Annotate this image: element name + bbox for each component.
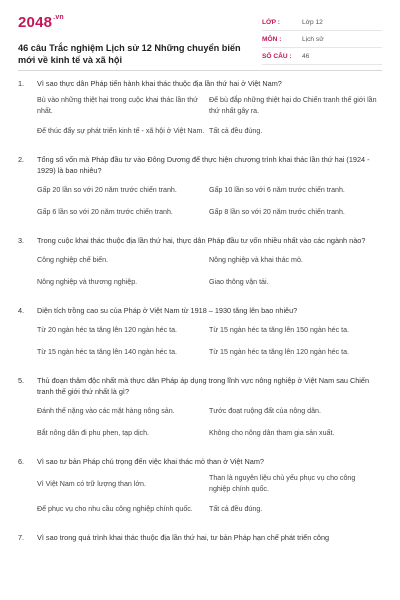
question-number: 2. [18, 155, 25, 164]
answer-option[interactable]: Than là nguyên liệu chủ yếu phục vụ cho công nghiệp chính quốc. [209, 474, 356, 493]
question-item [18, 154, 382, 226]
question-text: Vì sao thực dân Pháp tiến hành khai thác thuộc địa lần thứ hai ở Việt Nam? [37, 79, 282, 88]
answer-option[interactable]: Gấp 6 lần so với 20 năm trước chiến tranh. [37, 207, 173, 216]
answer-option[interactable]: Từ 20 ngàn héc ta tăng lên 120 ngàn héc ta. [37, 325, 178, 334]
answer-options [37, 252, 382, 296]
answer-options [37, 322, 382, 366]
question-number: 5. [18, 376, 25, 385]
answer-option[interactable]: Tất cả đều đúng. [209, 126, 263, 135]
question-number: 7. [18, 533, 25, 542]
answer-option[interactable]: Từ 15 ngàn héc ta tăng lên 120 ngàn héc ta. [209, 347, 350, 356]
answer-options [37, 182, 382, 226]
logo-text: 2048 [18, 14, 53, 31]
question-line [18, 456, 382, 467]
answer-option[interactable]: Nông nghiệp và thương nghiệp. [37, 277, 138, 286]
document-title: 46 câu Trắc nghiệm Lịch sử 12 Những chuyển biến mới về kinh tế và xã hội [18, 43, 241, 65]
site-logo[interactable] [18, 14, 64, 31]
question-item [18, 532, 382, 543]
answer-option[interactable]: Nông nghiệp và khai thác mỏ. [209, 255, 303, 264]
question-text: Vì sao trong quá trình khai thác thuộc địa lần thứ hai, tư bản Pháp hạn chế phát triển công [37, 533, 330, 542]
meta-row-count [262, 48, 382, 65]
answer-option[interactable]: Để thúc đẩy sự phát triển kinh tế - xã hội ở Việt Nam. [37, 126, 205, 135]
question-line [18, 375, 382, 397]
page-header [18, 14, 382, 64]
question-number: 6. [18, 457, 25, 466]
answer-option[interactable]: Gấp 10 lần so với 6 năm trước chiến tranh. [209, 185, 345, 194]
question-line [18, 154, 382, 176]
count-label: SỐ CÂU : [262, 52, 292, 60]
question-line [18, 78, 382, 89]
question-item [18, 235, 382, 296]
subject-value: Lịch sử [302, 35, 324, 43]
question-text: Tổng số vốn mà Pháp đầu tư vào Đông Dương để thực hiện chương trình khai thác lần thứ hai (1924 - 1929) là bao nhiêu? [37, 155, 370, 175]
answer-option[interactable]: Tất cả đều đúng. [209, 504, 263, 513]
question-number: 3. [18, 236, 25, 245]
meta-row-class [262, 14, 382, 31]
question-text: Trong cuộc khai thác thuộc địa lần thứ hai, thực dân Pháp đầu tư vốn nhiều nhất vào các ngành nào? [37, 236, 366, 245]
question-line [18, 532, 382, 543]
meta-table [262, 14, 382, 65]
answer-option[interactable]: Từ 15 ngàn héc ta tăng lên 140 ngàn héc ta. [37, 347, 178, 356]
answer-option[interactable]: Từ 15 ngàn héc ta tăng lên 150 ngàn héc ta. [209, 325, 350, 334]
question-item [18, 305, 382, 366]
question-text: Diện tích trồng cao su của Pháp ở Việt Nam từ 1918 – 1930 tăng lên bao nhiêu? [37, 306, 298, 315]
subject-label: MÔN : [262, 35, 282, 43]
answer-option[interactable]: Gấp 8 lần so với 20 năm trước chiến tranh. [209, 207, 345, 216]
question-number: 4. [18, 306, 25, 315]
answer-option[interactable]: Bắt nông dân đi phu phen, tạp dịch. [37, 428, 150, 437]
answer-option[interactable]: Để bù đắp những thiệt hại do Chiến tranh thế giới lần thứ nhất gây ra. [209, 96, 377, 115]
question-item [18, 375, 382, 447]
count-value: 46 [302, 52, 310, 60]
answer-option[interactable]: Công nghiệp chế biến. [37, 255, 108, 264]
answer-options [37, 95, 382, 145]
logo-suffix: .vn [53, 14, 64, 21]
answer-option[interactable]: Tước đoạt ruộng đất của nông dân. [209, 406, 321, 415]
answer-option[interactable]: Bù vào những thiệt hại trong cuộc khai thác lần thứ nhất. [37, 96, 198, 115]
answer-option[interactable]: Đánh thế nặng vào các mặt hàng nông sản. [37, 406, 175, 415]
answer-option[interactable]: Để phục vụ cho nhu cầu công nghiệp chính quốc. [37, 504, 193, 513]
header-divider [18, 70, 382, 71]
answer-option[interactable]: Vì Việt Nam có trữ lượng than lớn. [37, 479, 146, 488]
question-number: 1. [18, 79, 25, 88]
question-text: Vì sao tư bản Pháp chú trọng đến việc khai thác mỏ than ở Việt Nam? [37, 457, 264, 466]
question-list [18, 78, 382, 552]
question-text: Thủ đoạn thâm độc nhất mà thực dân Pháp áp dụng trong lĩnh vực nông nghiệp ở Việt Nam sau Chiến tranh thế giới thứ nhất là gì? [37, 376, 370, 396]
answer-option[interactable]: Gấp 20 lần so với 20 năm trước chiến tranh. [37, 185, 177, 194]
meta-row-subject [262, 31, 382, 48]
answer-option[interactable]: Không cho nông dân tham gia sản xuất. [209, 428, 335, 437]
answer-options [37, 403, 382, 447]
answer-options [37, 473, 382, 523]
question-item [18, 78, 382, 145]
question-line [18, 305, 382, 316]
class-value: Lớp 12 [302, 18, 323, 26]
answer-option[interactable]: Giao thông vận tải. [209, 277, 269, 286]
question-item [18, 456, 382, 523]
class-label: LỚP : [262, 18, 280, 26]
question-line [18, 235, 382, 246]
